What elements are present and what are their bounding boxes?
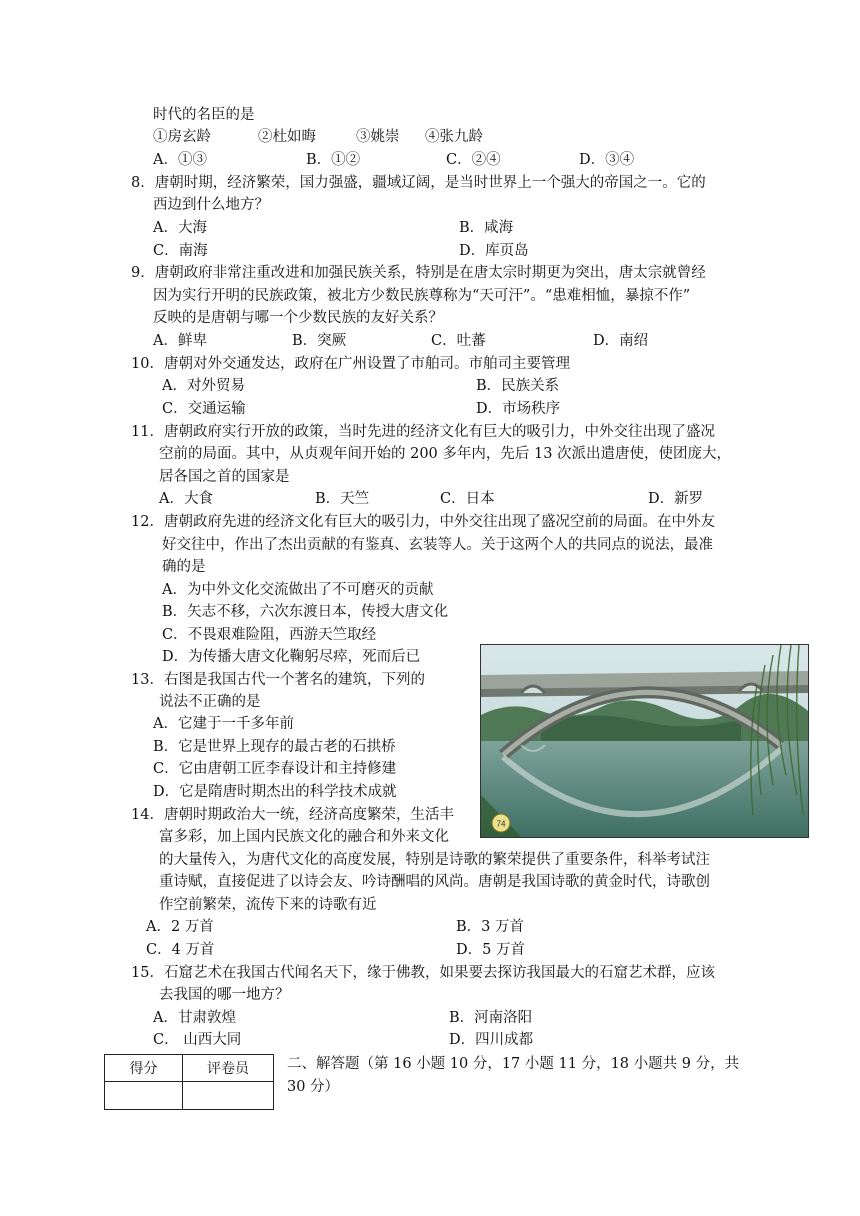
q8-option-b: B．咸海 xyxy=(459,220,514,236)
stone-arch-bridge-photo xyxy=(480,644,809,838)
q11-stem-line-3: 居各国之首的国家是 xyxy=(159,469,290,485)
q12-stem-line-2: 好交往中，作出了杰出贡献的有鉴真、玄装等人。关于这两个人的共同点的说法，最准 xyxy=(162,537,713,553)
q7-option-d: D．③④ xyxy=(579,152,635,168)
q12-option-d: D．为传播大唐文化鞠躬尽瘁，死而后已 xyxy=(162,649,421,665)
q11-stem-line-2: 空前的局面。其中，从贞观年间开始的 200 多年内，先后 13 次派出遣唐使，使团庞大， xyxy=(159,446,732,462)
q13-option-a: A．它建于一千多年前 xyxy=(153,716,294,732)
q15-option-a: A．甘肃敦煌 xyxy=(153,1010,236,1026)
q11-option-a: A．大食 xyxy=(159,491,213,507)
grader-header: 评卷员 xyxy=(183,1055,274,1082)
q10-option-b: B．民族关系 xyxy=(476,378,560,394)
q8-stem-line-1: 8．唐朝时期，经济繁荣，国力强盛，疆域辽阔，是当时世界上一个强大的帝国之一。它的 xyxy=(131,175,706,191)
q12-option-b: B．矢志不移，六次东渡日本，传授大唐文化 xyxy=(162,604,449,620)
q8-option-a: A．大海 xyxy=(153,220,207,236)
q14-stem-line-5: 作空前繁荣，流传下来的诗歌有近 xyxy=(159,897,377,913)
q15-option-b: B．河南洛阳 xyxy=(449,1010,533,1026)
q11-option-b: B．天竺 xyxy=(315,491,370,507)
q7-item-4: ④张九龄 xyxy=(425,129,483,145)
q11-stem-line-1: 11．唐朝政府实行开放的政策，当时先进的经济文化有巨大的吸引力，中外交往出现了盛况 xyxy=(131,424,715,440)
q15-stem-line-2: 去我国的哪一地方？ xyxy=(159,987,290,1003)
q7-option-b: B．①② xyxy=(306,152,361,168)
q12-option-c: C．不畏艰难险阻，西游天竺取经 xyxy=(162,627,377,643)
q14-stem-line-1: 14．唐朝时期政治大一统，经济高度繁荣，生活丰 xyxy=(131,807,454,823)
q14-stem-line-2: 富多彩，加上国内民族文化的融合和外来文化 xyxy=(159,829,449,845)
q8-stem-line-2: 西边到什么地方？ xyxy=(153,197,269,213)
q7-item-2: ②杜如晦 xyxy=(258,129,316,145)
q13-option-b: B．它是世界上现存的最古老的石拱桥 xyxy=(153,739,396,755)
q7-item-3: ③姚崇 xyxy=(356,129,400,145)
q14-option-d: D．5 万首 xyxy=(456,942,525,958)
q7-stem-continued: 时代的名臣的是 xyxy=(153,107,255,123)
photo-number-badge: 74 xyxy=(496,819,506,829)
q13-option-c: C．它由唐朝工匠李春设计和主持修建 xyxy=(153,761,397,777)
q12-stem-line-3: 确的是 xyxy=(162,559,206,575)
q10-option-c: C．交通运输 xyxy=(162,401,246,417)
q13-option-d: D．它是隋唐时期杰出的科学技术成就 xyxy=(153,784,397,800)
section-2-heading-line-2: 30 分） xyxy=(287,1079,340,1095)
section-2-heading-line-1: 二、解答题（第 16 小题 10 分，17 小题 11 分，18 小题共 9 分，共 xyxy=(287,1056,740,1072)
q14-option-c: C．4 万首 xyxy=(146,942,215,958)
q14-option-b: B．3 万首 xyxy=(456,919,524,935)
q8-option-c: C．南海 xyxy=(153,243,208,259)
q9-option-d: D．南绍 xyxy=(593,333,649,349)
q8-option-d: D．库页岛 xyxy=(459,243,529,259)
q10-stem: 10．唐朝对外交通发达，政府在广州设置了市舶司。市舶司主要管理 xyxy=(131,356,570,372)
score-table xyxy=(104,1054,274,1110)
q11-option-d: D．新罗 xyxy=(648,491,704,507)
q14-stem-line-4: 重诗赋，直接促进了以诗会友、吟诗酬唱的风尚。唐朝是我国诗歌的黄金时代，诗歌创 xyxy=(159,874,710,890)
q15-option-d: D．四川成都 xyxy=(449,1032,534,1048)
q11-option-c: C．日本 xyxy=(440,491,495,507)
q10-option-a: A．对外贸易 xyxy=(162,378,245,394)
q9-stem-line-2: 因为实行开明的民族政策，被北方少数民族尊称为“天可汗”。“患难相恤，暴掠不作” xyxy=(153,288,691,304)
q9-stem-line-1: 9．唐朝政府非常注重改进和加强民族关系，特别是在唐太宗时期更为突出，唐太宗就曾经 xyxy=(131,265,706,281)
q9-option-b: B．突厥 xyxy=(292,333,347,349)
q14-option-a: A．2 万首 xyxy=(146,919,214,935)
q13-stem-line-2: 说法不正确的是 xyxy=(159,694,261,710)
q9-option-a: A．鲜卑 xyxy=(153,333,207,349)
score-cell[interactable] xyxy=(105,1082,183,1110)
q7-option-a: A．①③ xyxy=(153,152,207,168)
q15-stem-line-1: 15．石窟艺术在我国古代闻名天下，缘于佛教，如果要去探访我国最大的石窟艺术群，应该 xyxy=(131,965,715,981)
q13-stem-line-1: 13．右图是我国古代一个著名的建筑，下列的 xyxy=(131,672,425,688)
q7-option-c: C．②④ xyxy=(446,152,501,168)
q15-option-c: C． 山西大同 xyxy=(153,1032,242,1048)
q10-option-d: D．市场秩序 xyxy=(476,401,561,417)
q9-stem-line-3: 反映的是唐朝与哪一个少数民族的友好关系？ xyxy=(153,310,443,326)
q12-option-a: A．为中外文化交流做出了不可磨灭的贡献 xyxy=(162,582,434,598)
q12-stem-line-1: 12．唐朝政府先进的经济文化有巨大的吸引力，中外交往出现了盛况空前的局面。在中外友 xyxy=(131,514,715,530)
grader-cell[interactable] xyxy=(183,1082,274,1110)
score-header: 得分 xyxy=(105,1055,183,1082)
q14-stem-line-3: 的大量传入，为唐代文化的高度发展，特别是诗歌的繁荣提供了重要条件，科举考试注 xyxy=(159,852,710,868)
q9-option-c: C．吐蕃 xyxy=(431,333,486,349)
q7-item-1: ①房玄龄 xyxy=(153,129,211,145)
